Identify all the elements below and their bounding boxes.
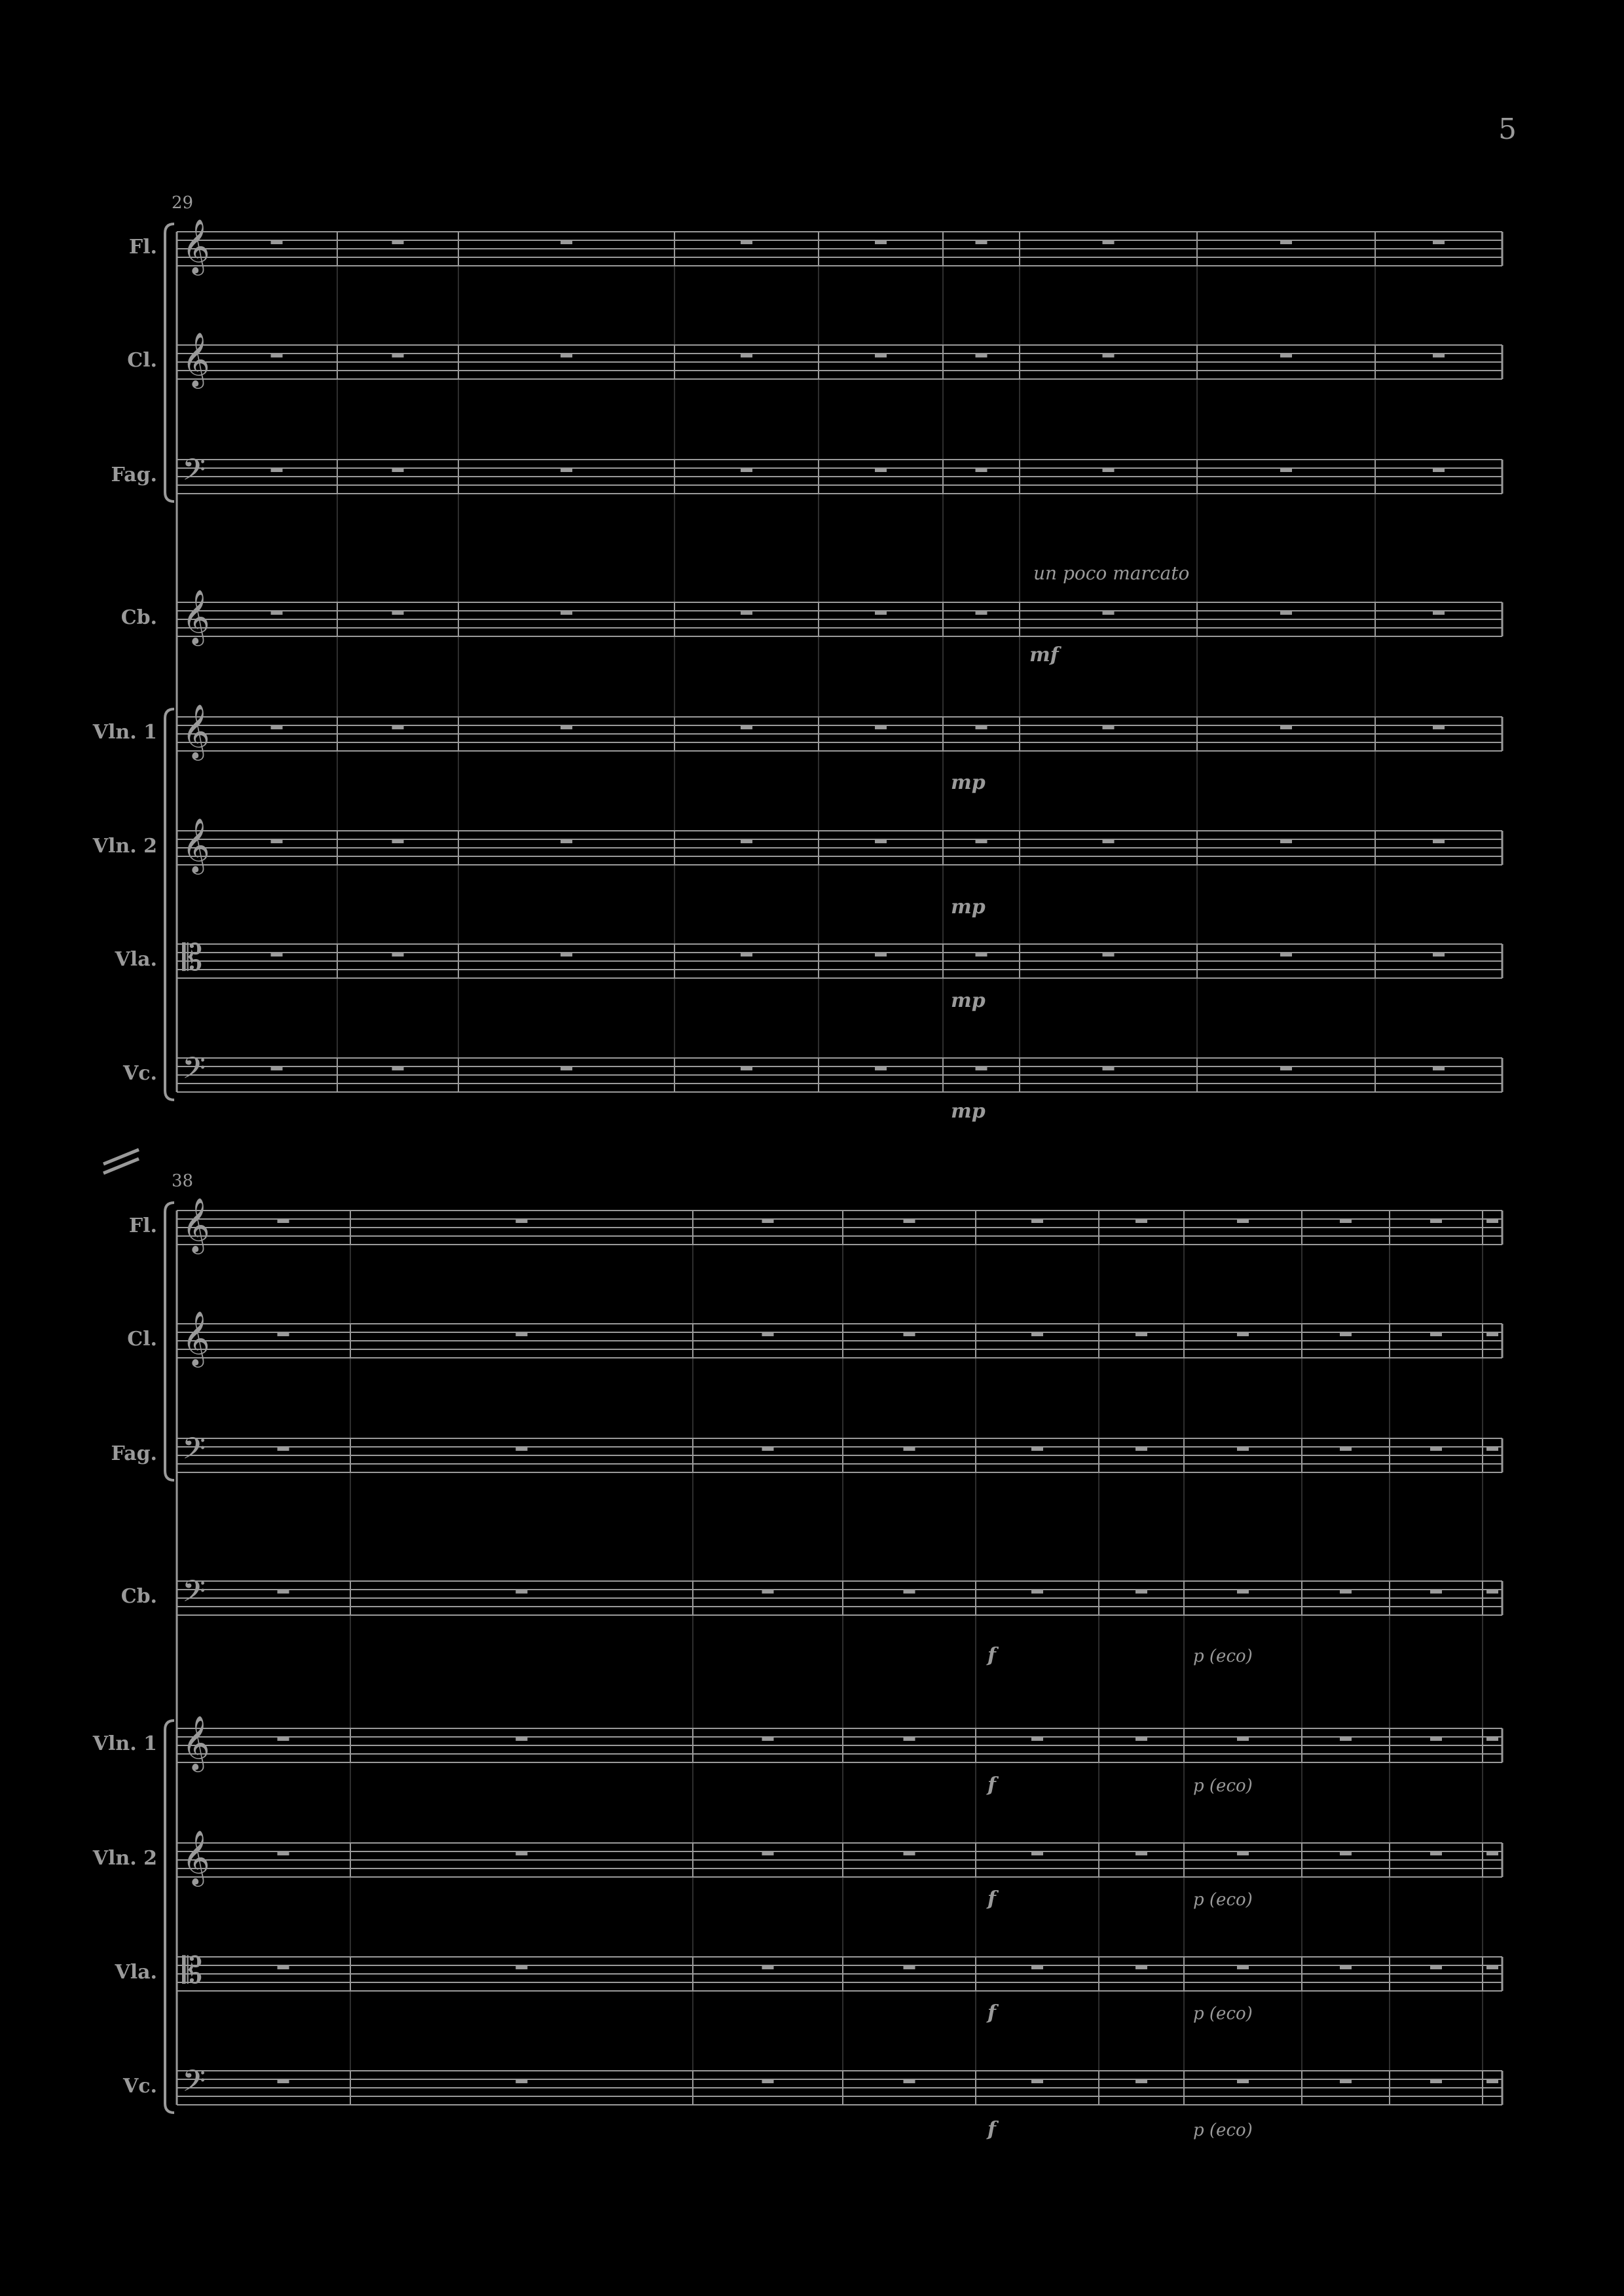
bass-clef-icon: 𝄢	[182, 2064, 206, 2106]
measure-rest	[875, 611, 887, 615]
measure-rest	[392, 468, 404, 472]
dynamic-p-eco-cb: p (eco)	[1193, 1647, 1253, 1666]
measure-rest	[1103, 725, 1115, 729]
measure-rest	[271, 839, 283, 843]
measure-rest	[1433, 354, 1445, 357]
measure-rest	[1103, 468, 1115, 472]
treble-clef-icon: 𝄞	[182, 703, 210, 758]
measure-rest	[278, 1219, 289, 1223]
measure-rest	[1031, 2079, 1043, 2083]
measure-rest	[741, 468, 752, 472]
measure-rest	[1280, 354, 1292, 357]
measure-rest	[516, 1590, 528, 1594]
dynamic-f-vc: f	[987, 2118, 996, 2141]
dynamic-f-vln2: f	[987, 1887, 996, 1910]
measure-rest	[1237, 1590, 1249, 1594]
measure-rest	[1340, 1737, 1352, 1741]
measure-rest	[561, 468, 572, 472]
measure-rest	[1135, 1332, 1147, 1336]
measure-rest	[516, 1965, 528, 1969]
measure-rest	[762, 1965, 774, 1969]
bass-clef-icon: 𝄢	[182, 1431, 206, 1474]
measure-rest	[976, 468, 987, 472]
measure-rest	[278, 1332, 289, 1336]
measure-rest	[1280, 839, 1292, 843]
staff-label-vla: Vla.	[115, 948, 157, 971]
measure-rest	[976, 354, 987, 357]
system-separator	[103, 1150, 139, 1173]
bass-clef-icon: 𝄢	[182, 1574, 206, 1616]
measure-rest	[1430, 1965, 1442, 1969]
dynamic-mp-vln1: mp	[951, 771, 986, 794]
staff-label-fag: Fag.	[111, 464, 157, 486]
staff-label-cb: Cb.	[120, 606, 157, 629]
measure-rest	[392, 1066, 404, 1070]
measure-rest	[1486, 1965, 1498, 1969]
measure-rest	[1237, 1965, 1249, 1969]
measure-rest	[561, 611, 572, 615]
staff-label-vc-2: Vc.	[123, 2075, 157, 2098]
staff-label-vln2: Vln. 2	[92, 835, 157, 858]
measure-number-29: 29	[172, 193, 194, 213]
measure-rest	[976, 953, 987, 957]
measure-number-38: 38	[172, 1171, 194, 1191]
measure-rest	[1103, 240, 1115, 244]
measure-rest	[1135, 1590, 1147, 1594]
measure-rest	[904, 1851, 915, 1855]
staff-label-fl-2: Fl.	[128, 1214, 157, 1237]
measure-rest	[392, 611, 404, 615]
measure-rest	[741, 725, 752, 729]
measure-rest	[741, 354, 752, 357]
measure-rest	[1135, 1737, 1147, 1741]
measure-rest	[278, 1447, 289, 1451]
measure-rest	[271, 354, 283, 357]
staff-label-vc: Vc.	[123, 1062, 157, 1085]
measure-rest	[875, 953, 887, 957]
measure-rest	[278, 2079, 289, 2083]
measure-rest	[1237, 1737, 1249, 1741]
measure-rest	[1340, 1965, 1352, 1969]
dynamic-mp-vla: mp	[951, 989, 986, 1012]
staff-label-cb-2: Cb.	[120, 1585, 157, 1608]
dynamic-f-vln1: f	[987, 1774, 996, 1796]
measure-rest	[1433, 725, 1445, 729]
measure-rest	[1433, 839, 1445, 843]
measure-rest	[762, 1851, 774, 1855]
dynamic-f-cb: f	[987, 1644, 996, 1667]
measure-rest	[561, 839, 572, 843]
measure-rest	[1031, 1332, 1043, 1336]
measure-rest	[1031, 1219, 1043, 1223]
measure-rest	[392, 354, 404, 357]
measure-rest	[1031, 1965, 1043, 1969]
measure-rest	[741, 611, 752, 615]
dynamic-mp-vc: mp	[951, 1100, 986, 1123]
measure-rest	[1280, 468, 1292, 472]
measure-rest	[1486, 1590, 1498, 1594]
notes-layer	[271, 240, 1499, 2083]
measure-rest	[1135, 1219, 1147, 1223]
measure-rest	[1237, 1332, 1249, 1336]
measure-rest	[1135, 1851, 1147, 1855]
measure-rest	[1430, 1851, 1442, 1855]
dynamic-p-eco-vln1: p (eco)	[1193, 1776, 1253, 1796]
measure-rest	[1103, 953, 1115, 957]
measure-rest	[1430, 1447, 1442, 1451]
measure-rest	[904, 1590, 915, 1594]
measure-rest	[1031, 1447, 1043, 1451]
measure-rest	[976, 839, 987, 843]
measure-rest	[875, 354, 887, 357]
measure-rest	[1430, 1737, 1442, 1741]
staff-label-cl-2: Cl.	[127, 1328, 157, 1351]
measure-rest	[1340, 1590, 1352, 1594]
bass-clef-icon: 𝄢	[182, 1051, 206, 1093]
staff-label-cl: Cl.	[127, 349, 157, 372]
measure-rest	[278, 1851, 289, 1855]
measure-rest	[1486, 1219, 1498, 1223]
measure-rest	[271, 953, 283, 957]
treble-clef-icon: 𝄞	[182, 1829, 210, 1884]
measure-rest	[1340, 2079, 1352, 2083]
measure-rest	[516, 2079, 528, 2083]
dynamic-mf-cb: mf	[1029, 644, 1059, 666]
measure-rest	[1237, 1219, 1249, 1223]
treble-clef-icon: 𝄞	[182, 1715, 210, 1770]
measure-rest	[392, 839, 404, 843]
staff-label-vla-2: Vla.	[115, 1961, 157, 1984]
measure-rest	[976, 725, 987, 729]
treble-clef-icon: 𝄞	[182, 589, 210, 644]
measure-rest	[762, 1332, 774, 1336]
measure-rest	[1103, 354, 1115, 357]
measure-rest	[1103, 611, 1115, 615]
measure-rest	[762, 1447, 774, 1451]
dynamic-f-vla: f	[987, 2001, 996, 2024]
measure-rest	[875, 725, 887, 729]
measure-rest	[875, 240, 887, 244]
measure-rest	[976, 611, 987, 615]
measure-rest	[1237, 2079, 1249, 2083]
measure-rest	[1430, 1590, 1442, 1594]
measure-rest	[1433, 611, 1445, 615]
measure-rest	[561, 725, 572, 729]
measure-rest	[1340, 1851, 1352, 1855]
measure-rest	[1031, 1851, 1043, 1855]
measure-rest	[561, 354, 572, 357]
staves-layer	[165, 218, 1502, 2113]
staff-label-vln1-2: Vln. 1	[92, 1732, 157, 1755]
measure-rest	[904, 1447, 915, 1451]
dynamic-p-eco-vla: p (eco)	[1193, 2004, 1253, 2024]
measure-rest	[392, 725, 404, 729]
measure-rest	[1280, 1066, 1292, 1070]
measure-rest	[516, 1332, 528, 1336]
measure-rest	[1135, 1965, 1147, 1969]
page-number: 5	[1498, 113, 1517, 146]
measure-rest	[1486, 2079, 1498, 2083]
measure-rest	[741, 240, 752, 244]
measure-rest	[875, 468, 887, 472]
measure-rest	[278, 1965, 289, 1969]
measure-rest	[1340, 1219, 1352, 1223]
alto-clef-icon: 𝄡	[182, 1950, 203, 1992]
measure-rest	[271, 725, 283, 729]
measure-rest	[904, 1332, 915, 1336]
measure-rest	[1340, 1447, 1352, 1451]
treble-clef-icon: 𝄞	[182, 331, 210, 386]
measure-rest	[1280, 240, 1292, 244]
treble-clef-icon: 𝄞	[182, 817, 210, 872]
measure-rest	[278, 1590, 289, 1594]
measure-rest	[561, 1066, 572, 1070]
staff-label-fl: Fl.	[128, 236, 157, 259]
dynamic-mp-vln2: mp	[951, 896, 986, 919]
measure-rest	[1433, 468, 1445, 472]
measure-rest	[271, 240, 283, 244]
measure-rest	[392, 240, 404, 244]
staff-bracket	[165, 709, 174, 1100]
measure-rest	[904, 2079, 915, 2083]
measure-rest	[392, 953, 404, 957]
alto-clef-icon: 𝄡	[182, 937, 203, 979]
measure-rest	[1486, 1332, 1498, 1336]
dynamic-p-eco-vc: p (eco)	[1193, 2121, 1253, 2140]
measure-rest	[1031, 1590, 1043, 1594]
measure-rest	[1031, 1737, 1043, 1741]
measure-rest	[904, 1737, 915, 1741]
measure-rest	[875, 1066, 887, 1070]
measure-rest	[762, 1219, 774, 1223]
measure-rest	[762, 2079, 774, 2083]
measure-rest	[271, 468, 283, 472]
measure-rest	[1430, 2079, 1442, 2083]
measure-rest	[1340, 1332, 1352, 1336]
measure-rest	[762, 1590, 774, 1594]
measure-rest	[1486, 1851, 1498, 1855]
measure-rest	[1135, 2079, 1147, 2083]
measure-rest	[1433, 1066, 1445, 1070]
measure-rest	[875, 839, 887, 843]
staff-bracket	[165, 1721, 174, 2113]
measure-rest	[1103, 839, 1115, 843]
measure-rest	[278, 1737, 289, 1741]
measure-rest	[516, 1737, 528, 1741]
measure-rest	[1433, 953, 1445, 957]
treble-clef-icon: 𝄞	[182, 1310, 210, 1365]
measure-rest	[271, 611, 283, 615]
staff-label-vln2-2: Vln. 2	[92, 1847, 157, 1870]
measure-rest	[762, 1737, 774, 1741]
measure-rest	[976, 240, 987, 244]
measure-rest	[1237, 1851, 1249, 1855]
measure-rest	[1135, 1447, 1147, 1451]
measure-rest	[561, 240, 572, 244]
measure-rest	[1280, 611, 1292, 615]
treble-clef-icon: 𝄞	[182, 218, 210, 273]
dynamic-p-eco-vln2: p (eco)	[1193, 1890, 1253, 1910]
measure-rest	[516, 1447, 528, 1451]
measure-rest	[1280, 725, 1292, 729]
measure-rest	[1486, 1447, 1498, 1451]
bass-clef-icon: 𝄢	[182, 452, 206, 495]
measure-rest	[741, 839, 752, 843]
measure-rest	[1430, 1219, 1442, 1223]
expression-un-poco-marcato: un poco marcato	[1033, 562, 1190, 584]
measure-rest	[976, 1066, 987, 1070]
measure-rest	[1280, 953, 1292, 957]
measure-rest	[516, 1851, 528, 1855]
measure-rest	[1433, 240, 1445, 244]
measure-rest	[904, 1965, 915, 1969]
measure-rest	[1430, 1332, 1442, 1336]
treble-clef-icon: 𝄞	[182, 1197, 210, 1252]
measure-rest	[271, 1066, 283, 1070]
staff-label-fag-2: Fag.	[111, 1442, 157, 1465]
measure-rest	[1486, 1737, 1498, 1741]
measure-rest	[741, 953, 752, 957]
measure-rest	[741, 1066, 752, 1070]
staff-label-vln1: Vln. 1	[92, 721, 157, 744]
measure-rest	[1103, 1066, 1115, 1070]
measure-rest	[516, 1219, 528, 1223]
staff-bracket	[165, 1203, 174, 1480]
staff-bracket	[165, 224, 174, 501]
measure-rest	[1237, 1447, 1249, 1451]
measure-rest	[904, 1219, 915, 1223]
measure-rest	[561, 953, 572, 957]
